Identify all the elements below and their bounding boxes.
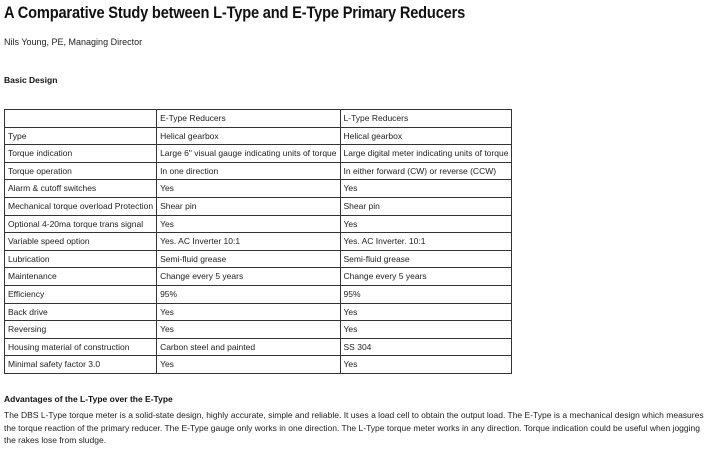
section-heading-basic-design: Basic Design bbox=[4, 75, 58, 85]
table-cell: Back drive bbox=[5, 303, 157, 321]
table-cell: Yes. AC Inverter. 10:1 bbox=[340, 233, 512, 251]
table-cell: In either forward (CW) or reverse (CCW) bbox=[340, 162, 512, 180]
table-cell: Yes bbox=[157, 356, 340, 374]
table-cell: Large 6" visual gauge indicating units of torque bbox=[157, 145, 340, 163]
table-cell: Alarm & cutoff switches bbox=[5, 180, 157, 198]
table-row bbox=[5, 268, 512, 286]
table-row bbox=[5, 285, 512, 303]
table-row bbox=[5, 197, 512, 215]
table-cell: Type bbox=[5, 127, 157, 145]
table-cell: Variable speed option bbox=[5, 233, 157, 251]
table-cell: Change every 5 years bbox=[340, 268, 512, 286]
table-cell: Yes bbox=[157, 215, 340, 233]
table-cell: Helical gearbox bbox=[340, 127, 512, 145]
table-cell: Yes bbox=[340, 303, 512, 321]
table-header-cell bbox=[5, 110, 157, 128]
table-header-cell: E-Type Reducers bbox=[157, 110, 340, 128]
table-header-cell: L-Type Reducers bbox=[340, 110, 512, 128]
table-row bbox=[5, 338, 512, 356]
table-cell: Large digital meter indicating units of torque bbox=[340, 145, 512, 163]
table-row bbox=[5, 180, 512, 198]
table-cell: Reversing bbox=[5, 321, 157, 339]
table-cell: Yes bbox=[157, 321, 340, 339]
table-cell: Mechanical torque overload Protection bbox=[5, 197, 157, 215]
document-title: A Comparative Study between L-Type and E-Type Primary Reducers bbox=[4, 3, 466, 22]
table-row bbox=[5, 303, 512, 321]
table-cell: Shear pin bbox=[157, 197, 340, 215]
table-cell: Yes bbox=[157, 180, 340, 198]
table-row bbox=[5, 233, 512, 251]
table-cell: Minimal safety factor 3.0 bbox=[5, 356, 157, 374]
table-header-row bbox=[5, 110, 512, 128]
table-row bbox=[5, 250, 512, 268]
table-cell: Lubrication bbox=[5, 250, 157, 268]
table-cell: Maintenance bbox=[5, 268, 157, 286]
table-row bbox=[5, 127, 512, 145]
table-row bbox=[5, 321, 512, 339]
table-cell: Semi-fluid grease bbox=[340, 250, 512, 268]
table-row bbox=[5, 145, 512, 163]
comparison-table bbox=[4, 109, 512, 374]
table-cell: In one direction bbox=[157, 162, 340, 180]
table-cell: Yes bbox=[340, 180, 512, 198]
section-heading-advantages: Advantages of the L-Type over the E-Type bbox=[4, 394, 173, 404]
table-cell: Semi-fluid grease bbox=[157, 250, 340, 268]
table-cell: Optional 4-20ma torque trans signal bbox=[5, 215, 157, 233]
table-cell: Efficiency bbox=[5, 285, 157, 303]
table-row bbox=[5, 162, 512, 180]
table-cell: Torque operation bbox=[5, 162, 157, 180]
comparison-table-body bbox=[5, 110, 512, 374]
table-cell: 95% bbox=[340, 285, 512, 303]
table-cell: 95% bbox=[157, 285, 340, 303]
table-cell: Yes bbox=[157, 303, 340, 321]
table-cell: Helical gearbox bbox=[157, 127, 340, 145]
table-cell: Torque indication bbox=[5, 145, 157, 163]
table-cell: Yes bbox=[340, 321, 512, 339]
table-row bbox=[5, 356, 512, 374]
table-cell: Carbon steel and painted bbox=[157, 338, 340, 356]
table-cell: Housing material of construction bbox=[5, 338, 157, 356]
table-cell: Shear pin bbox=[340, 197, 512, 215]
table-cell: Yes bbox=[340, 215, 512, 233]
table-row bbox=[5, 215, 512, 233]
table-cell: SS 304 bbox=[340, 338, 512, 356]
table-cell: Yes bbox=[340, 356, 512, 374]
table-cell: Yes. AC Inverter 10:1 bbox=[157, 233, 340, 251]
table-cell: Change every 5 years bbox=[157, 268, 340, 286]
advantages-paragraph: The DBS L-Type torque meter is a solid-state design, highly accurate, simple and reliable. It uses a load cell to obtain the output load. The E-Type is a mechanical design which measures the torque reaction of the primary reducer. The E-Type gauge only works in one direction. The L-Type torque meter works in any direction. Torque indication could be useful when jogging the rakes lose from sludge. bbox=[4, 410, 704, 445]
document-author: Nils Young, PE, Managing Director bbox=[4, 37, 143, 47]
